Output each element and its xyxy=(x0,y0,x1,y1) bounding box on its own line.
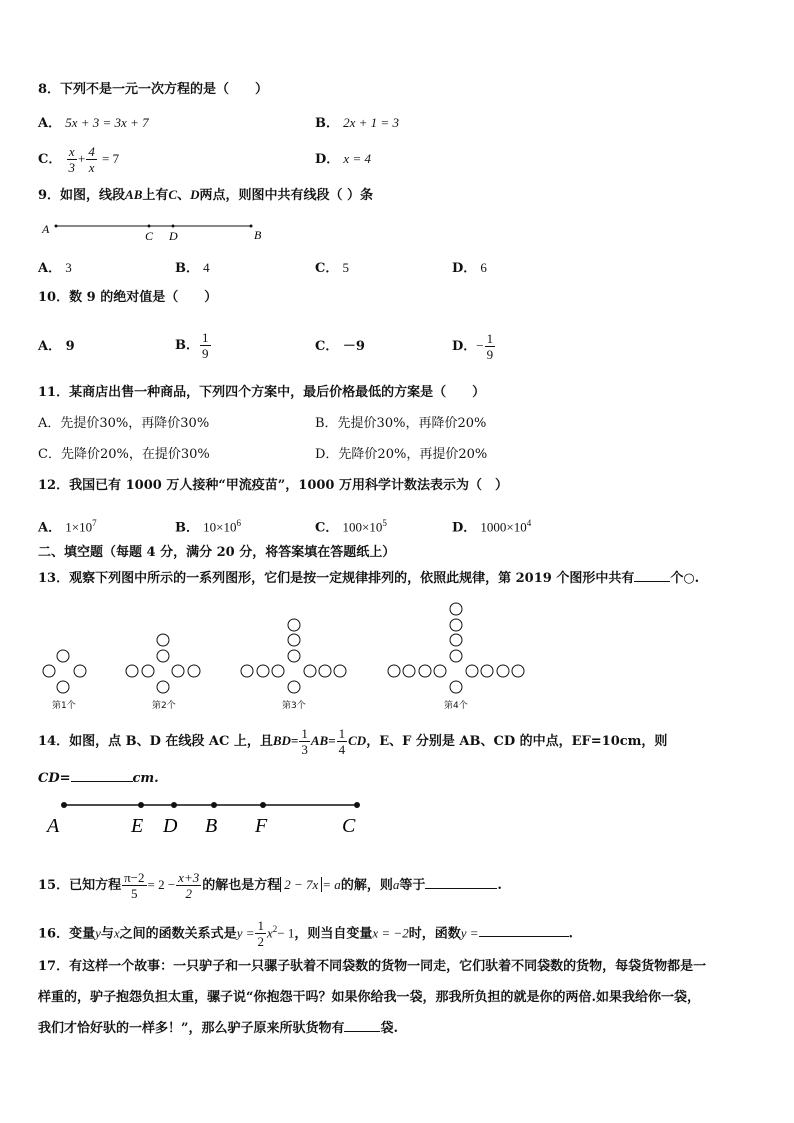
q8-option-a xyxy=(38,114,149,133)
point-label-c: C xyxy=(342,815,356,837)
fraction: $\frac{x}{3}$ xyxy=(68,144,75,175)
q11-option-a: A．先提价30%，再降价30% xyxy=(38,416,210,431)
pattern-figure-4 xyxy=(388,603,524,711)
figure-caption: 第3个 xyxy=(282,701,306,711)
fraction: $\frac{1}{9}$ xyxy=(202,330,209,361)
q10-option-c: C． －9 xyxy=(315,339,365,354)
q16-stem: 16．变量y与x之间的函数关系式是y = $\frac{1}{2}$ $x^2- 1$，则当自变量x = −2时，函数y = . xyxy=(38,918,574,950)
q12-option-c: C． $100\times 10^5$ xyxy=(315,518,387,536)
answer-blank[interactable] xyxy=(425,888,497,889)
q12-option-a: A． $1\times 10^7$ xyxy=(38,518,97,536)
answer-blank[interactable] xyxy=(71,781,133,782)
option-label: C． xyxy=(38,152,62,167)
q17-line-1: 17．有这样一个故事：一只驴子和一只骡子驮着不同袋数的货物一同走，它们驮着不同袋数的货物，每袋货物都是一 xyxy=(38,959,707,974)
fraction: $\frac{x+3}{2}$ xyxy=(178,870,200,901)
pattern-figure-2 xyxy=(126,634,200,711)
q14-answer-line: CD= cm. xyxy=(38,771,159,786)
answer-blank[interactable] xyxy=(344,1031,380,1032)
point-label-f: F xyxy=(255,815,268,837)
q9-option-d: D． 6 xyxy=(452,260,487,276)
fraction: $\frac{\pi-2}{5}$ xyxy=(124,870,145,901)
q17-line-3: 我们才恰好驮的一样多！”，那么驴子原来所驮货物有 袋. xyxy=(38,1021,399,1036)
option-label: A． xyxy=(38,116,62,131)
q15-stem: 15．已知方程 $\frac{\pi-2}{5}$ = 2 − $\frac{x+3}{2}$ 的解也是方程 2 − 7x = a的解，则a等于 . xyxy=(38,870,502,901)
q17-line-2: 样重的，驴子抱怨负担太重，骡子说“你抱怨干吗？如果你给我一袋，那我所负担的就是你的两倍.如果我给你一袋， xyxy=(38,990,701,1005)
q11-option-d: D．先降价20%，再提价20% xyxy=(315,447,488,462)
fraction: $\frac{1}{2}$ xyxy=(257,918,264,950)
q9-option-c: C． 5 xyxy=(315,260,349,276)
pattern-figure-1 xyxy=(43,650,86,711)
point-label-b: B xyxy=(205,815,218,837)
q12-option-b: B． $10\times 10^6$ xyxy=(175,518,241,536)
plus-sign: + xyxy=(78,151,86,166)
section-heading: 二、填空题（每题 4 分，满分 20 分，将答案填在答题纸上） xyxy=(38,545,396,560)
q10-option-b: B． $\frac{1}{9}$ xyxy=(175,330,209,361)
q11-stem: 11．某商店出售一种商品，下列四个方案中，最后价格最低的方案是（ ） xyxy=(38,385,486,400)
point-label-a: A xyxy=(42,222,50,236)
q11-option-b: B．先提价30%，再降价20% xyxy=(315,416,487,431)
fraction: $\frac{1}{4}$ xyxy=(338,726,346,757)
point-label-b: B xyxy=(254,228,262,242)
q8-option-c xyxy=(38,141,119,178)
q9-option-b: B． 4 xyxy=(175,260,210,276)
figure-caption: 第1个 xyxy=(52,701,76,711)
point-label-d: D xyxy=(163,815,178,837)
point-label-c: C xyxy=(145,229,154,243)
absolute-value: 2 − 7x xyxy=(280,877,322,892)
q9-segment-figure xyxy=(36,218,276,248)
fraction: $\frac{1}{3}$ xyxy=(301,726,308,757)
option-expr: = 7 xyxy=(101,151,120,166)
point-label-e: E xyxy=(131,815,144,837)
q12-stem: 12．我国已有 1000 万人接种“甲流疫苗”，1000 万用科学计数法表示为（ ） xyxy=(38,478,508,493)
fraction: $\frac{1}{9}$ xyxy=(486,331,494,362)
q13-circle-pattern-figure xyxy=(38,598,538,713)
pattern-figure-3 xyxy=(241,619,346,711)
q10-option-d: D．− $\frac{1}{9}$ xyxy=(452,331,494,362)
q10-option-a: A． 9 xyxy=(38,339,75,354)
option-label: D． xyxy=(315,152,340,167)
q8-option-d xyxy=(315,150,371,169)
point-label-a: A xyxy=(47,815,60,837)
answer-blank[interactable] xyxy=(634,581,670,582)
q11-option-c: C．先降价20%，在提价30% xyxy=(38,447,210,462)
q9-stem: 9．如图，线段AB上有C、D两点，则图中共有线段（ ）条 xyxy=(38,187,374,203)
q13-stem: 13．观察下列图中所示的一系列图形，它们是按一定规律排列的，依照此规律，第 2019 个图形中共有 个○. xyxy=(38,571,700,586)
q8-option-b xyxy=(315,114,399,133)
q12-option-d: D． $1000\times 10^4$ xyxy=(452,518,532,536)
point-label-d: D xyxy=(169,229,178,243)
q10-stem: 10．数 9 的绝对值是（ ） xyxy=(38,290,218,305)
fraction: $\frac{4}{x}$ xyxy=(88,144,95,175)
answer-blank[interactable] xyxy=(479,936,569,937)
figure-caption: 第4个 xyxy=(444,701,468,711)
q14-stem: 14．如图，点 B、D 在线段 AC 上，且BD= $\frac{1}{3}$ AB= $\frac{1}{4}$ CD，E、F 分别是 AB、CD 的中点，EF=10cm，则 xyxy=(38,726,668,757)
option-label: B． xyxy=(315,116,339,131)
option-expr: 5x + 3 = 3x + 7 xyxy=(65,115,149,130)
option-expr: x = 4 xyxy=(343,151,371,166)
q14-segment-figure xyxy=(44,796,374,838)
figure-caption: 第2个 xyxy=(152,701,176,711)
q8-stem: 8．下列不是一元一次方程的是（ ） xyxy=(38,82,269,97)
q9-option-a: A． 3 xyxy=(38,260,72,276)
option-expr: 2x + 1 = 3 xyxy=(343,115,399,130)
